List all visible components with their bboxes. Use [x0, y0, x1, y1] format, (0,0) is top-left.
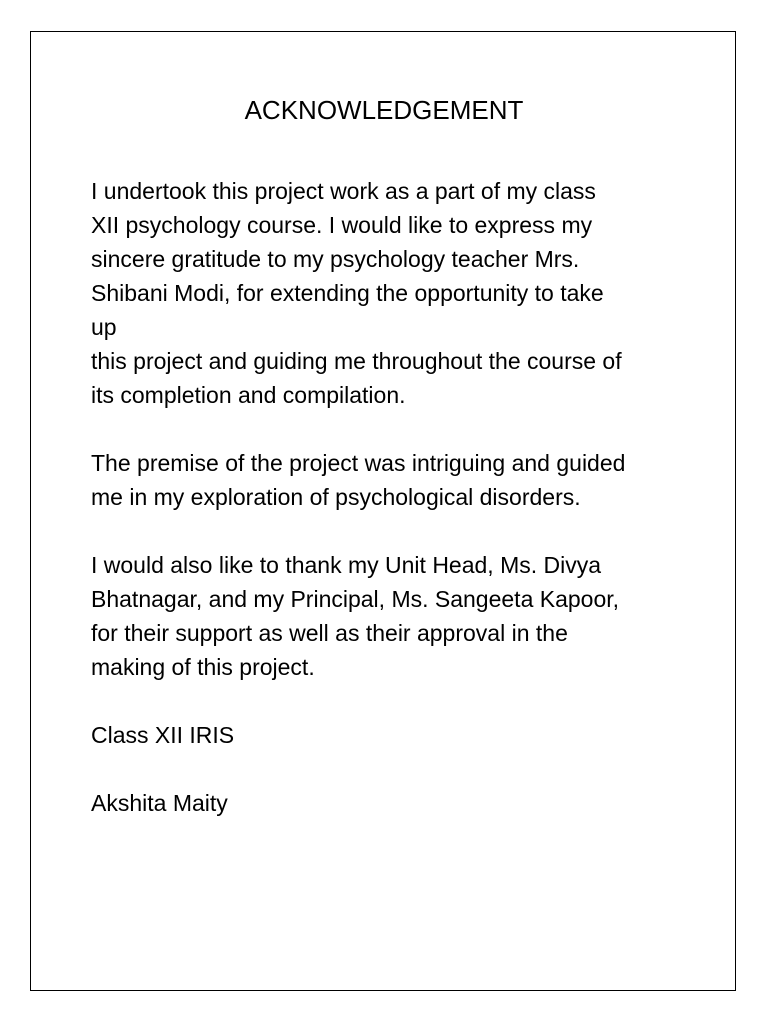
paragraph-line: XII psychology course. I would like to express my — [91, 212, 593, 238]
paragraph-thanks — [91, 548, 711, 684]
paragraph-line: I undertook this project work as a part of my class — [91, 178, 596, 204]
paragraph-spacer — [91, 412, 711, 446]
paragraph-spacer — [91, 752, 711, 786]
paragraph-line: I would also like to thank my Unit Head, Ms. Divya — [91, 552, 602, 578]
paragraph-line: Shibani Modi, for extending the opportunity to take — [91, 280, 604, 306]
paragraph-premise — [91, 446, 711, 514]
paragraph-line: this project and guiding me throughout the course of — [91, 348, 622, 374]
paragraph-line: making of this project. — [91, 654, 315, 680]
paragraph-line: Bhatnagar, and my Principal, Ms. Sangeeta Kapoor, — [91, 586, 620, 612]
paragraph-line: The premise of the project was intriguing and guided — [91, 450, 626, 476]
author-name: Akshita Maity — [91, 790, 228, 816]
paragraph-spacer — [91, 684, 711, 718]
paragraph-line: up — [91, 314, 117, 340]
page-title: ACKNOWLEDGEMENT — [244, 95, 524, 125]
class-line: Class XII IRIS — [91, 722, 235, 748]
paragraph-line: me in my exploration of psychological disorders. — [91, 484, 581, 510]
paragraph-line: its completion and compilation. — [91, 382, 406, 408]
paragraph-intro — [91, 174, 711, 412]
document-body — [91, 174, 711, 820]
paragraph-line: for their support as well as their approval in the — [91, 620, 568, 646]
paragraph-spacer — [91, 514, 711, 548]
paragraph-line: sincere gratitude to my psychology teacher Mrs. — [91, 246, 580, 272]
